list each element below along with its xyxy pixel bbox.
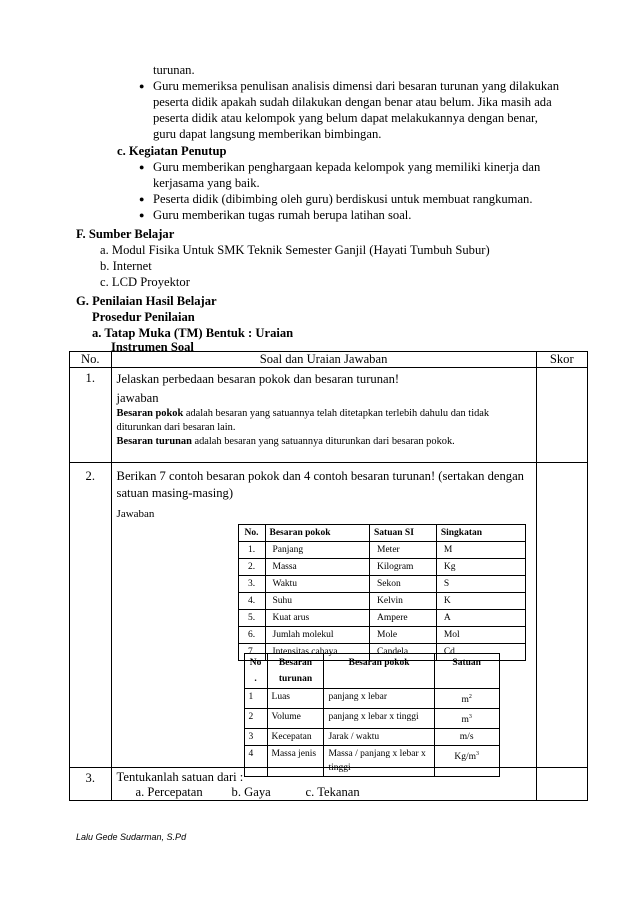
unit-exponent: 3 bbox=[475, 751, 479, 758]
pokok-row bbox=[238, 610, 525, 627]
jawaban-label: jawaban bbox=[116, 391, 159, 405]
turunan-row bbox=[244, 689, 499, 709]
row-number: 1. bbox=[70, 368, 112, 463]
pokok-cell: 4. bbox=[238, 593, 265, 610]
sumber-item: a. Modul Fisika Untuk SMK Teknik Semester Ganjil (Hayati Tumbuh Subur) bbox=[100, 243, 490, 257]
score-cell bbox=[536, 768, 587, 801]
turunan-cell: 2 bbox=[244, 709, 267, 729]
pokok-cell: 3. bbox=[238, 576, 265, 593]
header-soal: Soal dan Uraian Jawaban bbox=[111, 352, 536, 368]
answer-definition: adalah besaran yang satuannya telah ditetapkan terlebih dahulu dan tidak diturunkan dari besaran lain. bbox=[116, 408, 490, 433]
pokok-row bbox=[238, 559, 525, 576]
turunan-cell: Kecepatan bbox=[267, 729, 324, 746]
answer-definition: adalah besaran yang satuannya diturunkan dari besaran pokok. bbox=[191, 436, 455, 447]
pokok-cell: Jumlah molekul bbox=[265, 627, 370, 644]
unit-text: m/s bbox=[459, 732, 474, 743]
table-row bbox=[70, 368, 588, 463]
pokok-cell: 1. bbox=[238, 542, 265, 559]
turunan-cell: panjang x lebar x tinggi bbox=[324, 709, 434, 729]
pokok-header: Besaran pokok bbox=[265, 525, 370, 542]
bullet-text-line: peserta didik apakah sudah dilakukan dengan benar atau belum. Jika masih ada bbox=[153, 95, 552, 109]
bullet-text-line: guru dapat langsung memberikan bimbingan. bbox=[153, 127, 382, 141]
answer-term: Besaran pokok bbox=[116, 408, 184, 419]
sumber-heading: F. Sumber Belajar bbox=[76, 227, 175, 241]
turunan-cell: Massa jenis bbox=[267, 746, 324, 777]
header-text: turunan bbox=[278, 674, 313, 684]
turunan-cell: Volume bbox=[267, 709, 324, 729]
pokok-cell: Ampere bbox=[370, 610, 437, 627]
pokok-cell: Panjang bbox=[265, 542, 370, 559]
pokok-cell: Meter bbox=[370, 542, 437, 559]
unit-exponent: 2 bbox=[468, 694, 472, 700]
besaran-pokok-table bbox=[238, 524, 526, 661]
sumber-item: b. Internet bbox=[100, 259, 152, 273]
turunan-unit-cell bbox=[434, 729, 499, 746]
turunan-row bbox=[244, 709, 499, 729]
turunan-header-pokok: Besaran pokok bbox=[324, 654, 434, 689]
pokok-header: Satuan SI bbox=[370, 525, 437, 542]
pokok-cell: Waktu bbox=[265, 576, 370, 593]
header-text: . bbox=[254, 674, 257, 684]
unit-text: Kg/m bbox=[454, 752, 476, 763]
row-number: 3. bbox=[70, 768, 112, 801]
unit-text: m bbox=[461, 715, 469, 726]
pokok-cell: K bbox=[436, 593, 525, 610]
turunan-unit-cell bbox=[434, 746, 499, 777]
pokok-cell: Kuat arus bbox=[265, 610, 370, 627]
pokok-row bbox=[238, 576, 525, 593]
score-cell bbox=[536, 463, 587, 768]
pokok-cell: Kg bbox=[436, 559, 525, 576]
table-row bbox=[70, 463, 588, 768]
question-text: Jelaskan perbedaan besaran pokok dan besaran turunan! bbox=[116, 372, 400, 386]
option-c: c. Tekanan bbox=[305, 785, 360, 799]
question-cell bbox=[111, 463, 536, 774]
pokok-row bbox=[238, 627, 525, 644]
pokok-cell: Kelvin bbox=[370, 593, 437, 610]
option-a: a. Percepatan bbox=[135, 785, 203, 799]
turunan-header-satuan: Satuan bbox=[434, 654, 499, 689]
turunan-cell: 3 bbox=[244, 729, 267, 746]
turunan-row bbox=[244, 746, 499, 777]
turunan-unit-cell bbox=[434, 709, 499, 729]
sumber-item: c. LCD Proyektor bbox=[100, 275, 190, 289]
bullet-icon: ● bbox=[139, 194, 145, 204]
turunan-cell: Luas bbox=[267, 689, 324, 709]
header-text: Besaran bbox=[278, 658, 313, 668]
bullet-icon: ● bbox=[139, 81, 145, 91]
turunan-cell: 1 bbox=[244, 689, 267, 709]
pokok-cell: Suhu bbox=[265, 593, 370, 610]
pokok-cell: Kilogram bbox=[370, 559, 437, 576]
bullet-text-line: Peserta didik (dibimbing oleh guru) berdiskusi untuk membuat rangkuman. bbox=[153, 192, 533, 206]
besaran-turunan-table bbox=[244, 653, 500, 777]
footer-author: Lalu Gede Sudarman, S.Pd bbox=[76, 832, 187, 842]
turunan-row bbox=[244, 729, 499, 746]
header-no: No. bbox=[70, 352, 112, 368]
instrumen-heading: Instrumen Soal bbox=[111, 340, 194, 354]
question-text: Tentukanlah satuan dari : bbox=[116, 770, 244, 784]
answer-text bbox=[117, 435, 532, 449]
tatap-muka-heading: a. Tatap Muka (TM) Bentuk : Uraian bbox=[92, 326, 294, 340]
pokok-cell: Candela bbox=[370, 644, 437, 661]
pokok-cell: Massa bbox=[265, 559, 370, 576]
unit-text: m bbox=[461, 695, 469, 706]
bullet-icon: ● bbox=[139, 162, 145, 172]
answer-text bbox=[117, 407, 517, 435]
header-text: No bbox=[249, 658, 262, 668]
pokok-cell: 6. bbox=[238, 627, 265, 644]
pokok-row bbox=[238, 542, 525, 559]
pokok-cell: 5. bbox=[238, 610, 265, 627]
bullet-icon: ● bbox=[139, 210, 145, 220]
pokok-header: Singkatan bbox=[436, 525, 525, 542]
pokok-cell: Mol bbox=[436, 627, 525, 644]
pokok-cell: 2. bbox=[238, 559, 265, 576]
option-b: b. Gaya bbox=[231, 785, 271, 799]
pokok-cell: A bbox=[436, 610, 525, 627]
bullet-text-line: Guru memeriksa penulisan analisis dimensi dari besaran turunan yang dilakukan bbox=[153, 79, 560, 93]
turunan-cell: 4 bbox=[244, 746, 267, 777]
pokok-cell: Mole bbox=[370, 627, 437, 644]
question-cell bbox=[111, 368, 536, 463]
pokok-header: No. bbox=[238, 525, 265, 542]
row-number: 2. bbox=[70, 463, 112, 768]
continuation-text: turunan. bbox=[153, 63, 195, 77]
score-cell bbox=[536, 368, 587, 463]
turunan-header-no bbox=[244, 654, 267, 689]
turunan-header-besaran bbox=[267, 654, 324, 689]
turunan-cell: Jarak / waktu bbox=[324, 729, 434, 746]
pokok-cell: 7. bbox=[238, 644, 265, 661]
prosedur-heading: Prosedur Penilaian bbox=[92, 310, 195, 324]
penutup-heading: c. Kegiatan Penutup bbox=[117, 144, 227, 158]
jawaban-label: Jawaban bbox=[116, 508, 155, 520]
question-text: Berikan 7 contoh besaran pokok dan 4 contoh besaran turunan! (sertakan dengan satuan masing-masing) bbox=[116, 469, 524, 500]
header-skor: Skor bbox=[536, 352, 587, 368]
pokok-cell: S bbox=[436, 576, 525, 593]
pokok-cell: Cd bbox=[436, 644, 525, 661]
turunan-unit-cell bbox=[434, 689, 499, 709]
pokok-row bbox=[238, 593, 525, 610]
options-line bbox=[117, 785, 532, 800]
turunan-cell: panjang x lebar bbox=[324, 689, 434, 709]
bullet-text-line: kerjasama yang baik. bbox=[153, 176, 260, 190]
unit-exponent: 3 bbox=[468, 714, 472, 721]
turunan-cell: Massa / panjang x lebar x tinggi bbox=[324, 746, 434, 777]
pokok-cell: Intensitas cahaya bbox=[265, 644, 370, 661]
instrumen-table bbox=[69, 351, 588, 801]
pokok-cell: M bbox=[436, 542, 525, 559]
answer-term: Besaran turunan bbox=[116, 436, 192, 447]
bullet-text-line: Guru memberikan tugas rumah berupa latihan soal. bbox=[153, 208, 412, 222]
penilaian-heading: G. Penilaian Hasil Belajar bbox=[76, 294, 217, 308]
pokok-cell: Sekon bbox=[370, 576, 437, 593]
bullet-text-line: peserta didik atau kelompok yang belum dapat melakukannya dengan benar, bbox=[153, 111, 538, 125]
bullet-text-line: Guru memberikan penghargaan kepada kelompok yang memiliki kinerja dan bbox=[153, 160, 541, 174]
